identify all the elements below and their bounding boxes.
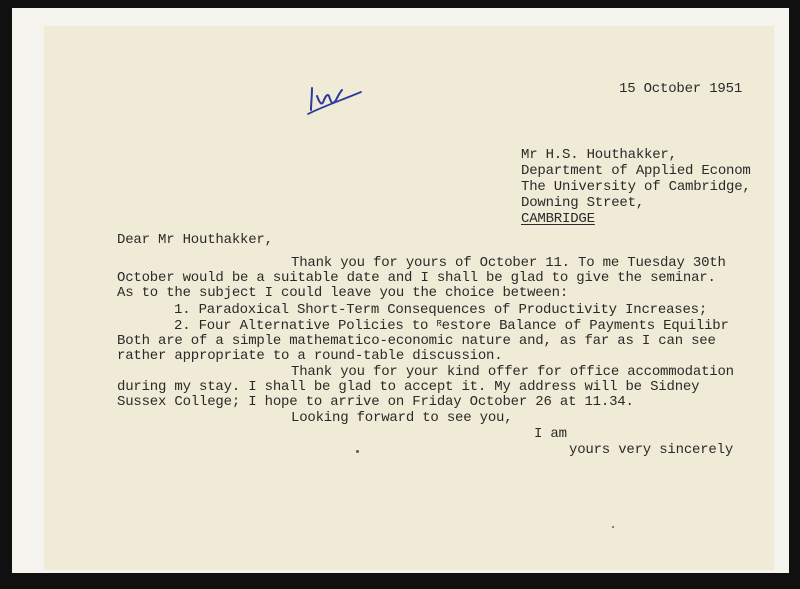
body-line-9: during my stay. I shall be glad to accept it. My address will be Sidney — [117, 379, 700, 395]
address-city: CAMBRIDGE — [521, 211, 595, 227]
body-line-5-start: 2. Four Alternative Policies to — [174, 318, 437, 334]
address-university: The University of Cambridge, — [521, 179, 751, 195]
body-line-1: Thank you for yours of October 11. To me Tuesday 30th — [291, 255, 726, 271]
handwritten-correction-r: R — [436, 319, 442, 329]
body-line-2: October would be a suitable date and I shall be glad to give the seminar. — [117, 270, 716, 286]
body-line-6: Both are of a simple mathematico-economic nature and, as far as I can see — [117, 333, 716, 349]
body-line-10: Sussex College; I hope to arrive on Friday October 26 at 11.34. — [117, 394, 634, 410]
body-line-4: 1. Paradoxical Short-Term Consequences of Productivity Increases; — [174, 302, 708, 318]
closing-i-am: I am — [534, 426, 567, 442]
pencil-mark — [356, 450, 359, 453]
handwritten-initials — [306, 78, 376, 120]
letter-date: 15 October 1951 — [619, 81, 743, 97]
body-line-7: rather appropriate to a round-table discussion. — [117, 348, 503, 364]
body-line-8: Thank you for your kind offer for office accommodation — [291, 364, 734, 380]
address-name: Mr H.S. Houthakker, — [521, 147, 677, 163]
letter-sheet — [44, 26, 774, 570]
address-street: Downing Street, — [521, 195, 645, 211]
body-line-11: Looking forward to see you, — [291, 410, 513, 426]
pencil-mark — [612, 526, 614, 528]
closing-yours: yours very sincerely — [569, 442, 734, 458]
page-mount — [12, 8, 789, 573]
address-department: Department of Applied Econom — [521, 163, 751, 179]
body-line-5-end: estore Balance of Payments Equilibr — [441, 318, 729, 334]
body-line-3: As to the subject I could leave you the choice between: — [117, 285, 569, 301]
salutation: Dear Mr Houthakker, — [117, 232, 273, 248]
